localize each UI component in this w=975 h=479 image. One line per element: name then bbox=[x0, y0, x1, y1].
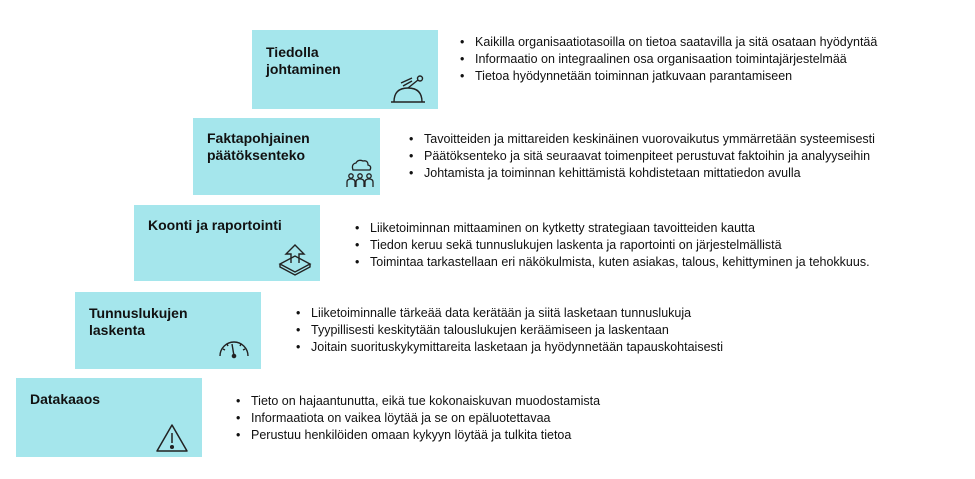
lever-joystick-icon bbox=[388, 74, 428, 106]
step-title: Datakaaos bbox=[30, 391, 101, 407]
step-bullets-tunnuslukujen-laskenta bbox=[296, 305, 723, 356]
bullet-item: • Tiedon keruu sekä tunnuslukujen laskenta ja raportointi on järjestelmällistä bbox=[355, 237, 870, 254]
step-bullets-datakaaos bbox=[236, 393, 600, 444]
bullet-item: • Informaatio on integraalinen osa organisaation toimintajärjestelmää bbox=[460, 51, 877, 68]
bullet-item: • Toimintaa tarkastellaan eri näkökulmista, kuten asiakas, talous, kehittyminen ja tehokkuus. bbox=[355, 254, 870, 271]
bullet-item: • Tavoitteiden ja mittareiden keskinäinen vuorovaikutus ymmärretään systeemisesti bbox=[409, 131, 875, 148]
step-box-datakaaos bbox=[16, 378, 202, 457]
step-box-tiedolla-johtaminen bbox=[252, 30, 438, 109]
step-title: Faktapohjainen päätöksenteko bbox=[207, 130, 310, 163]
bullet-item: • Informaatiota on vaikea löytää ja se on epäluotettavaa bbox=[236, 410, 600, 427]
step-box-koonti-ja-raportointi bbox=[134, 205, 320, 281]
bullet-item: • Joitain suorituskykymittareita lasketaan ja hyödynnetään tapauskohtaisesti bbox=[296, 339, 723, 356]
step-title: Koonti ja raportointi bbox=[148, 217, 282, 233]
warning-triangle-icon bbox=[154, 422, 190, 454]
step-title: Tiedolla johtaminen bbox=[266, 44, 341, 77]
bullet-item: • Tieto on hajaantunutta, eikä tue kokonaiskuvan muodostamista bbox=[236, 393, 600, 410]
step-bullets-faktapohjainen-paatoksenteko bbox=[409, 131, 875, 182]
step-bullets-tiedolla-johtaminen bbox=[460, 34, 877, 85]
gauge-icon bbox=[217, 336, 251, 360]
bullet-item: • Liiketoiminnalle tärkeää data kerätään ja siitä lasketaan tunnuslukuja bbox=[296, 305, 723, 322]
bullet-item: • Tietoa hyödynnetään toiminnan jatkuvaan parantamiseen bbox=[460, 68, 877, 85]
bullet-item: • Tyypillisesti keskitytään talouslukujen keräämiseen ja laskentaan bbox=[296, 322, 723, 339]
bullet-item: • Päätöksenteko ja sitä seuraavat toimenpiteet perustuvat faktoihin ja analyyseihin bbox=[409, 148, 875, 165]
bullet-item: • Kaikilla organisaatiotasoilla on tietoa saatavilla ja sitä osataan hyödyntää bbox=[460, 34, 877, 51]
step-box-tunnuslukujen-laskenta bbox=[75, 292, 261, 369]
step-title: Tunnuslukujen laskenta bbox=[89, 305, 188, 338]
step-box-faktapohjainen-paatoksenteko bbox=[193, 118, 380, 195]
bullet-item: • Johtamista ja toiminnan kehittämistä kohdistetaan mittatiedon avulla bbox=[409, 165, 875, 182]
bullet-item: • Perustuu henkilöiden omaan kykyyn löytää ja tulkita tietoa bbox=[236, 427, 600, 444]
step-bullets-koonti-ja-raportointi bbox=[355, 220, 870, 271]
people-cloud-icon bbox=[343, 158, 377, 190]
upload-tray-icon bbox=[276, 242, 314, 276]
bullet-item: • Liiketoiminnan mittaaminen on kytketty strategiaan tavoitteiden kautta bbox=[355, 220, 870, 237]
